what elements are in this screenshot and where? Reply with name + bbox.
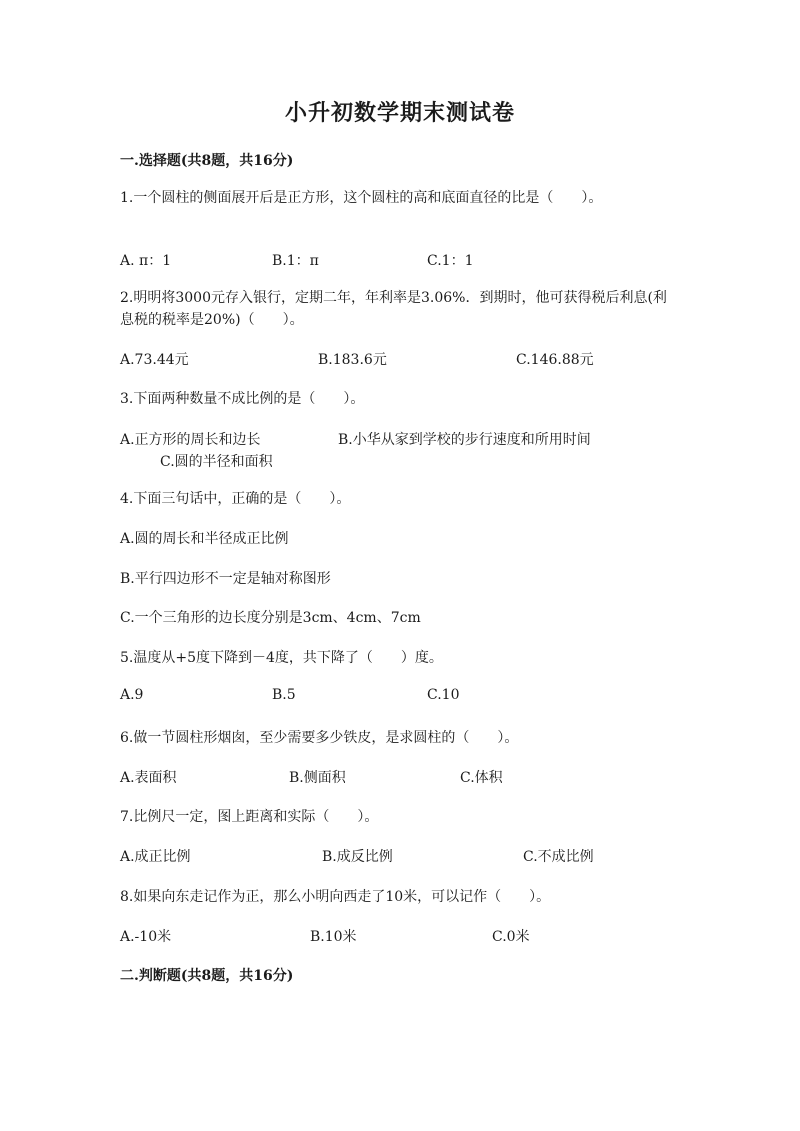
option-a: A.73.44元	[120, 352, 189, 368]
question-stem: 8.如果向东走记作为正，那么小明向西走了10米，可以记作（ ）。	[120, 889, 551, 905]
option-a: A.圆的周长和半径成正比例	[120, 531, 289, 547]
option-b: B.成反比例	[322, 849, 393, 865]
option-a: A.成正比例	[120, 849, 191, 865]
option-c: C.10	[427, 687, 460, 703]
section-heading-judgment: 二.判断题(共8题，共16分)	[120, 968, 294, 984]
option-c: C.不成比例	[523, 849, 594, 865]
option-c: C.1：1	[427, 253, 474, 269]
section-heading-choice: 一.选择题(共8题，共16分)	[120, 153, 294, 169]
question-stem: 2.明明将3000元存入银行，定期二年，年利率是3.06%．到期时，他可获得税后利息(利息税的税率是20%)（ ）。	[120, 290, 667, 328]
question-stem: 7.比例尺一定，图上距离和实际（ ）。	[120, 809, 379, 825]
option-a: A.9	[120, 687, 144, 703]
question-stem: 4.下面三句话中，正确的是（ ）。	[120, 491, 351, 507]
option-b: B.183.6元	[318, 352, 387, 368]
page-title: 小升初数学期末测试卷	[284, 100, 515, 126]
option-b: B.平行四边形不一定是轴对称图形	[120, 571, 331, 587]
option-c: C.圆的半径和面积	[160, 454, 273, 470]
option-a: A.表面积	[120, 770, 177, 786]
option-c: C.0米	[492, 929, 530, 945]
option-b: B.小华从家到学校的步行速度和所用时间	[338, 432, 591, 448]
option-a: A.正方形的周长和边长	[120, 432, 261, 448]
question-stem: 5.温度从+5度下降到－4度，共下降了（ ）度。	[120, 650, 443, 666]
option-a: A. π：1	[120, 253, 172, 269]
option-a: A.-10米	[120, 929, 172, 945]
option-c: C.一个三角形的边长度分别是3cm、4cm、7cm	[120, 610, 421, 626]
option-c: C.146.88元	[516, 352, 594, 368]
question-stem: 1.一个圆柱的侧面展开后是正方形，这个圆柱的高和底面直径的比是（ ）。	[120, 190, 603, 206]
option-c: C.体积	[460, 770, 503, 786]
option-b: B.5	[272, 687, 296, 703]
option-b: B.10米	[310, 929, 357, 945]
option-b: B.1：π	[272, 253, 319, 269]
question-stem: 3.下面两种数量不成比例的是（ ）。	[120, 391, 365, 407]
question-stem: 6.做一节圆柱形烟囱，至少需要多少铁皮，是求圆柱的（ ）。	[120, 730, 519, 746]
option-b: B.侧面积	[289, 770, 346, 786]
